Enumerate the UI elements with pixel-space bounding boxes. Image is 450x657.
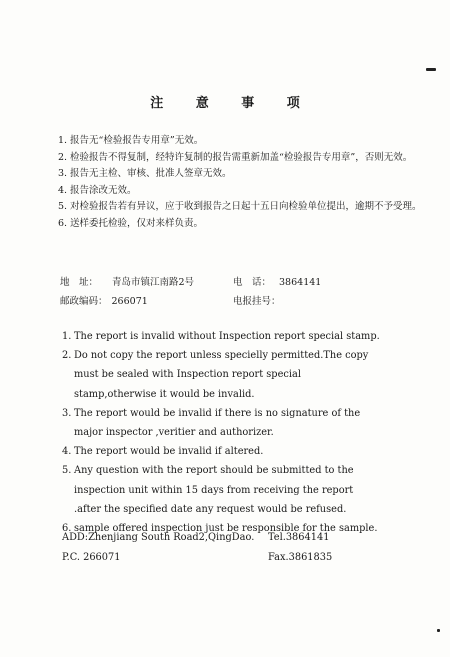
cn-postcode-label: 邮政编码： bbox=[60, 296, 108, 307]
cn-phone-row bbox=[233, 274, 321, 288]
notice-title: 注 意 事 项 bbox=[150, 96, 314, 111]
cn-fax-label: 电报挂号： bbox=[233, 296, 281, 307]
cn-address-row bbox=[60, 274, 194, 288]
en-note-text: Do not copy the report unless specielly permitted.The copy must be sealed with Inspection report special stamp,otherwise it would be invalid. bbox=[74, 350, 369, 400]
scan-speck bbox=[437, 629, 440, 632]
cn-postcode-value: 266071 bbox=[111, 296, 148, 307]
cn-note-number: 6. bbox=[58, 217, 68, 229]
chinese-notes-list bbox=[58, 133, 428, 232]
en-note-item bbox=[62, 327, 382, 346]
en-postcode: P.C. 266071 bbox=[62, 552, 121, 563]
en-address: ADD:Zhenjiang South Road2,QingDao. bbox=[62, 532, 255, 543]
en-note-item bbox=[62, 461, 382, 519]
cn-note-number: 3. bbox=[58, 168, 68, 179]
cn-note-item bbox=[58, 216, 428, 233]
cn-note-item bbox=[58, 166, 428, 183]
english-notes-list bbox=[62, 327, 382, 538]
scan-speck bbox=[426, 68, 436, 71]
en-note-number: 4. bbox=[62, 446, 72, 458]
cn-phone-value: 3864141 bbox=[279, 277, 322, 288]
cn-note-text: 对检验报告若有异议，应于收到报告之日起十五日向检验单位提出，逾期不予受理。 bbox=[70, 201, 422, 212]
en-note-number: 6. bbox=[62, 523, 72, 535]
cn-note-text: 送样委托检验，仅对来样负责。 bbox=[70, 217, 204, 229]
en-note-number: 3. bbox=[62, 407, 72, 419]
cn-address-label: 地 址： bbox=[60, 277, 99, 288]
en-note-number: 1. bbox=[62, 331, 72, 342]
en-tel: Tel.3864141 bbox=[268, 532, 330, 543]
en-note-number: 5. bbox=[62, 465, 72, 477]
cn-postcode-row bbox=[60, 293, 148, 307]
cn-note-number: 1. bbox=[58, 135, 68, 146]
cn-note-text: 检验报告不得复制，经特许复制的报告需重新加盖“检验报告专用章”，否则无效。 bbox=[70, 151, 413, 163]
en-note-item bbox=[62, 404, 382, 442]
cn-note-number: 4. bbox=[58, 184, 68, 196]
en-note-text: The report would be invalid if there is no signature of the major inspector ,veritier and authorizer. bbox=[74, 407, 361, 439]
cn-note-number: 2. bbox=[58, 151, 68, 163]
en-note-text: The report would be invalid if altered. bbox=[74, 446, 264, 458]
cn-note-item bbox=[58, 133, 428, 150]
en-note-text: sample offered inspection just be responsible for the sample. bbox=[74, 523, 378, 535]
cn-note-item bbox=[58, 183, 428, 200]
en-note-text: The report is invalid without Inspection report special stamp. bbox=[74, 331, 380, 342]
cn-fax-row bbox=[233, 293, 281, 307]
cn-note-item bbox=[58, 199, 428, 216]
cn-phone-label: 电 话： bbox=[233, 277, 272, 288]
en-note-text: Any question with the report should be submitted to the inspection unit within 15 days from receiving the report .after the specified date any request would be refused. bbox=[74, 465, 354, 515]
en-note-item bbox=[62, 442, 382, 461]
en-note-number: 2. bbox=[62, 350, 72, 362]
en-note-item bbox=[62, 346, 382, 404]
cn-note-text: 报告无“检验报告专用章”无效。 bbox=[70, 135, 204, 146]
cn-note-number: 5. bbox=[58, 201, 68, 212]
cn-address-value: 青岛市镇江南路2号 bbox=[112, 277, 195, 288]
cn-note-item bbox=[58, 150, 428, 167]
en-fax: Fax.3861835 bbox=[268, 552, 333, 563]
cn-note-text: 报告无主检、审核、批准人签章无效。 bbox=[70, 168, 232, 179]
cn-note-text: 报告涂改无效。 bbox=[70, 184, 137, 196]
